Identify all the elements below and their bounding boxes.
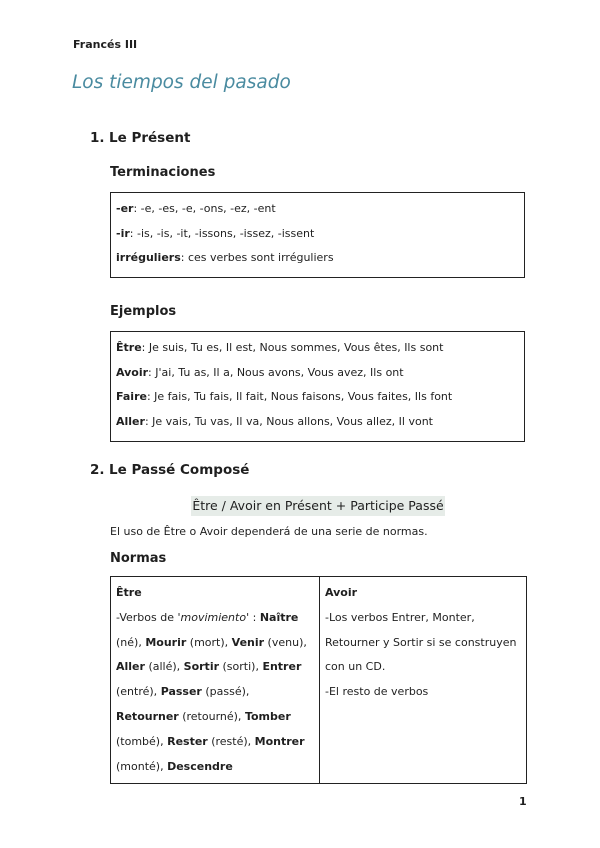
verb: Venir bbox=[231, 635, 265, 649]
page-number: 1 bbox=[519, 795, 527, 808]
verb: Rester bbox=[167, 734, 208, 748]
section2-number: 2. bbox=[90, 462, 105, 478]
avoir-rule-line: -Los verbos Entrer, Monter, bbox=[325, 610, 475, 624]
verb: Entrer bbox=[262, 660, 302, 674]
term-text: : -e, -es, -e, -ons, -ez, -ent bbox=[133, 202, 276, 215]
verb-conjugation: : Je vais, Tu vas, Il va, Nous allons, Vous allez, Il vont bbox=[144, 414, 433, 428]
term-label: -ir bbox=[116, 226, 130, 240]
terminacion-ir bbox=[116, 222, 519, 247]
verb-label: Être bbox=[116, 341, 142, 354]
participle: (resté), bbox=[207, 734, 255, 748]
verb: Retourner bbox=[116, 709, 179, 723]
terminaciones-heading: Terminaciones bbox=[110, 165, 216, 180]
section2-heading bbox=[90, 462, 249, 478]
verb: Sortir bbox=[183, 660, 220, 674]
terminaciones-box bbox=[110, 192, 525, 278]
participle: (venu), bbox=[264, 635, 307, 649]
avoir-heading: Avoir bbox=[325, 586, 358, 599]
verb-conjugation: : Je fais, Tu fais, Il fait, Nous faisons, Vous faites, Ils font bbox=[146, 390, 453, 403]
etre-intro-emphasis: movimiento bbox=[180, 610, 247, 624]
document-title: Los tiempos del pasado bbox=[72, 72, 291, 93]
avoir-rule-line: Retourner y Sortir si se construyen bbox=[325, 635, 517, 649]
page-header: Francés III bbox=[73, 38, 138, 51]
verb: Tomber bbox=[244, 709, 291, 723]
etre-intro: -Verbos de ' bbox=[116, 610, 181, 624]
section1-number: 1. bbox=[90, 130, 105, 146]
terminacion-er bbox=[116, 197, 519, 222]
normas-table bbox=[110, 576, 527, 784]
etre-intro: ' : bbox=[246, 610, 260, 624]
verb-conjugation: : Je suis, Tu es, Il est, Nous sommes, Vous êtes, Ils sont bbox=[141, 341, 444, 354]
verb-label: Faire bbox=[116, 390, 147, 403]
participle: (tombé), bbox=[116, 734, 168, 748]
etre-cell bbox=[111, 577, 320, 784]
verb: Descendre bbox=[167, 759, 233, 773]
participle: (entré), bbox=[116, 685, 161, 699]
verb-label: Avoir bbox=[116, 365, 149, 379]
normas-intro-paragraph: El uso de Être o Avoir dependerá de una serie de normas. bbox=[110, 525, 428, 538]
ejemplos-box bbox=[110, 331, 525, 442]
ejemplo-aller bbox=[116, 410, 519, 435]
verb-conjugation: : J'ai, Tu as, Il a, Nous avons, Vous avez, Ils ont bbox=[148, 365, 404, 379]
avoir-cell bbox=[320, 577, 527, 784]
term-text: : -is, -is, -it, -issons, -issez, -issent bbox=[129, 226, 315, 240]
section1-title: Le Présent bbox=[109, 130, 191, 146]
formula-highlight: Être / Avoir en Présent + Participe Passé bbox=[191, 496, 445, 516]
participle: (né), bbox=[116, 635, 146, 649]
verb: Passer bbox=[160, 685, 202, 699]
ejemplo-etre bbox=[116, 336, 519, 361]
participle: (monté), bbox=[116, 759, 168, 773]
ejemplo-faire bbox=[116, 385, 519, 410]
verb: Aller bbox=[116, 660, 145, 674]
ejemplos-heading: Ejemplos bbox=[110, 304, 177, 319]
term-label: irréguliers bbox=[116, 251, 181, 264]
etre-rules bbox=[116, 606, 314, 780]
avoir-rule-line: con un CD. bbox=[325, 660, 386, 674]
avoir-rule-line: -El resto de verbos bbox=[325, 685, 429, 699]
ejemplo-avoir bbox=[116, 361, 519, 386]
terminacion-irreguliers bbox=[116, 246, 519, 271]
section1-heading bbox=[90, 130, 190, 146]
verb: Mourir bbox=[145, 635, 187, 649]
term-label: -er bbox=[116, 202, 134, 215]
term-text: : ces verbes sont irréguliers bbox=[180, 251, 334, 264]
normas-heading: Normas bbox=[110, 551, 167, 566]
participle: (mort), bbox=[186, 635, 232, 649]
verb: Naître bbox=[259, 610, 299, 624]
participle: (retourné), bbox=[178, 709, 245, 723]
participle: (passé), bbox=[201, 685, 250, 699]
verb-label: Aller bbox=[116, 414, 145, 428]
etre-heading: Être bbox=[116, 586, 142, 599]
section2-title: Le Passé Composé bbox=[109, 462, 250, 478]
participle: (allé), bbox=[144, 660, 184, 674]
participle: (sorti), bbox=[219, 660, 263, 674]
verb: Montrer bbox=[254, 734, 305, 748]
